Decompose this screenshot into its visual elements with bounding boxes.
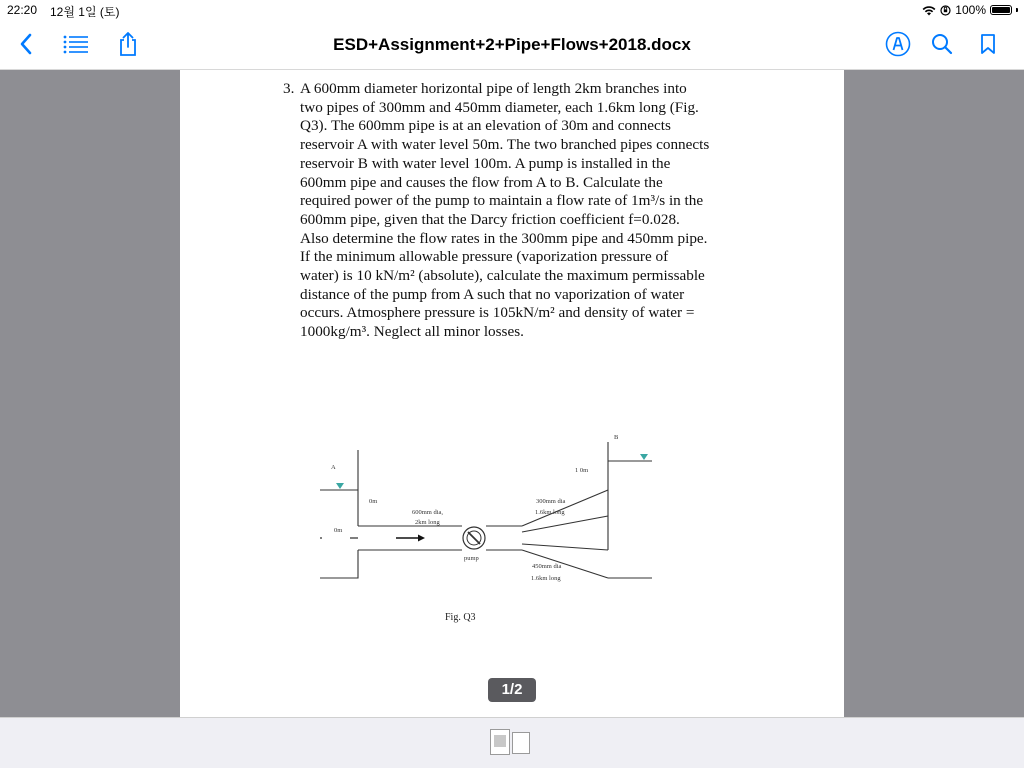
label-pipe-450-length: 1.6km long [531, 575, 561, 582]
search-button[interactable] [928, 30, 956, 58]
document-page[interactable] [180, 70, 844, 717]
water-level-b-marker [640, 454, 648, 460]
nav-bar [0, 20, 1024, 70]
battery-cap [1016, 8, 1018, 12]
figure-caption: Fig. Q3 [445, 612, 476, 623]
document-title: ESD+Assignment+2+Pipe+Flows+2018.docx [333, 35, 691, 54]
label-reservoir-b: B [614, 434, 619, 441]
question-number: 3. [283, 80, 295, 97]
wifi-icon [922, 5, 936, 16]
page-thumbnail-1[interactable] [490, 729, 510, 755]
markup-button[interactable] [884, 30, 912, 58]
label-level-pipe: 0m [334, 527, 343, 534]
page-indicator: 1/2 [488, 678, 536, 702]
page-thumbnail-strip[interactable] [0, 717, 1024, 768]
branch-lower-inner [522, 544, 608, 550]
label-pipe-600: 600mm dia, [412, 509, 444, 516]
bookmark-button[interactable] [974, 30, 1002, 58]
label-level-b: 1 0m [575, 467, 589, 474]
label-pipe-600-length: 2km long [415, 519, 440, 526]
status-date: 12월 1일 (토) [50, 5, 120, 19]
bookmark-icon [980, 33, 996, 55]
orientation-lock-icon [940, 5, 951, 16]
reservoir-a-bottom [320, 550, 358, 578]
status-time: 22:20 [7, 3, 38, 17]
search-icon [931, 33, 953, 55]
thumbnail-content [494, 735, 506, 747]
label-pump: pump [464, 555, 479, 562]
pump-icon [463, 527, 485, 549]
flow-arrow-icon [396, 535, 425, 542]
label-pipe-300: 300mm dia [536, 498, 566, 505]
page-thumbnail-2[interactable] [512, 732, 530, 754]
battery-icon [990, 5, 1012, 15]
water-level-a-marker [336, 483, 344, 489]
battery-percent: 100% [955, 3, 986, 17]
question-text: A 600mm diameter horizontal pipe of length 2km branches into two pipes of 300mm and 450mm diameter, each 1.6km long (Fig. Q3). The 600mm pipe is at an elevation of 30m and connects reservoir A with water level 50m. The two branched pipes connects reservoir B with water level 100m. A pump is installed in the 600mm pipe and causes the flow from A to B. Calculate the required power of the pump to maintain a flow rate of 1m³/s in the 600mm pipe, given that the Darcy friction coefficient f=0.028. Also determine the flow rates in the 300mm pipe and 450mm pipe. If the minimum allowable pressure (vaporization pressure of water) is 10 kN/m² (absolute), calculate the maximum permissable distance of the pump from A such that no vaporization of water occurs. Atmosphere pressure is 105kN/m² and density of water = 1000kg/m³. Neglect all minor losses. [300, 80, 710, 341]
label-pipe-450: 450mm dia [532, 563, 562, 570]
document-viewer[interactable] [0, 70, 1024, 717]
label-reservoir-a: A [331, 464, 336, 471]
status-indicators [922, 3, 1018, 17]
question-3 [283, 80, 710, 342]
branch-upper-outer [522, 490, 608, 526]
label-level-a: 0m [369, 498, 378, 505]
status-bar [0, 0, 1024, 20]
pipe-network-figure [314, 428, 664, 608]
label-pipe-300-length: 1.6km long [535, 509, 565, 516]
markup-pen-icon [885, 31, 911, 57]
